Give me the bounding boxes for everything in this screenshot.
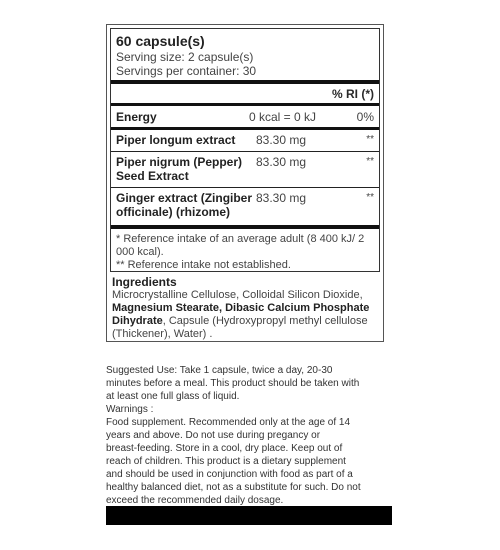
usage-and-warnings: Suggested Use: Take 1 capsule, twice a day, 20-30 minutes before a meal. This product should be taken with at least one full glass of liquid. Warnings : Food supplement. Recommended only at the age of 14 years and above. Do not use during pregancy or breast-feeding. Store in a cool, dry place. Keep out of reach of children. This product is a dietary supplement and should be used in conjunction with food as part of a healthy balanced diet, not as a substitute for such. Do not exceed the recommended daily dosage.	[106, 365, 361, 506]
footnote-not-established: ** Reference intake not established.	[116, 259, 291, 271]
ri-header: % RI (*)	[332, 87, 374, 101]
product-quantity-title: 60 capsule(s)	[116, 33, 205, 49]
table-row	[116, 188, 374, 223]
ingredient-amount: 83.30 mg	[256, 133, 307, 147]
ingredients-list	[112, 289, 380, 341]
ri-header-row	[116, 84, 374, 103]
ingredient-amount: 83.30 mg	[256, 155, 307, 169]
ingredients-text: Microcrystalline Cellulose, Colloidal Silicon Dioxide,	[112, 289, 363, 301]
energy-amount: 0 kcal = 0 kJ	[248, 110, 316, 124]
ingredients-section	[112, 275, 380, 341]
table-row	[116, 152, 374, 187]
footnote-reference-intake: * Reference intake of an average adult (8 400 kJ/ 2 000 kcal).	[116, 233, 365, 258]
ingredient-name: Piper longum extract	[116, 133, 236, 147]
ingredient-name: Ginger extract (Zingiber officinale) (rhizome)	[116, 191, 253, 219]
energy-row	[116, 106, 374, 127]
ingredient-ri: **	[366, 134, 374, 145]
energy-ri: 0%	[356, 110, 374, 124]
serving-size: Serving size: 2 capsule(s)	[116, 50, 254, 64]
ingredient-amount: 83.30 mg	[256, 191, 307, 205]
ingredients-text: , Capsule (Hydroxypropyl methyl cellulose (Thickener), Water) .	[112, 315, 368, 340]
ingredients-heading: Ingredients	[112, 275, 177, 289]
ingredient-ri: **	[366, 192, 374, 203]
energy-label: Energy	[116, 110, 157, 124]
table-row	[116, 130, 374, 151]
supplement-facts-panel	[106, 24, 384, 342]
footer-bar	[106, 506, 392, 525]
ingredients-bold-text: Magnesium Stearate, Dibasic Calcium Phosphate Dihydrate	[112, 302, 370, 327]
ingredient-name: Piper nigrum (Pepper) Seed Extract	[116, 155, 243, 183]
ingredient-ri: **	[366, 156, 374, 167]
servings-per-container: Servings per container: 30	[116, 64, 257, 78]
nutrition-table	[110, 28, 380, 272]
